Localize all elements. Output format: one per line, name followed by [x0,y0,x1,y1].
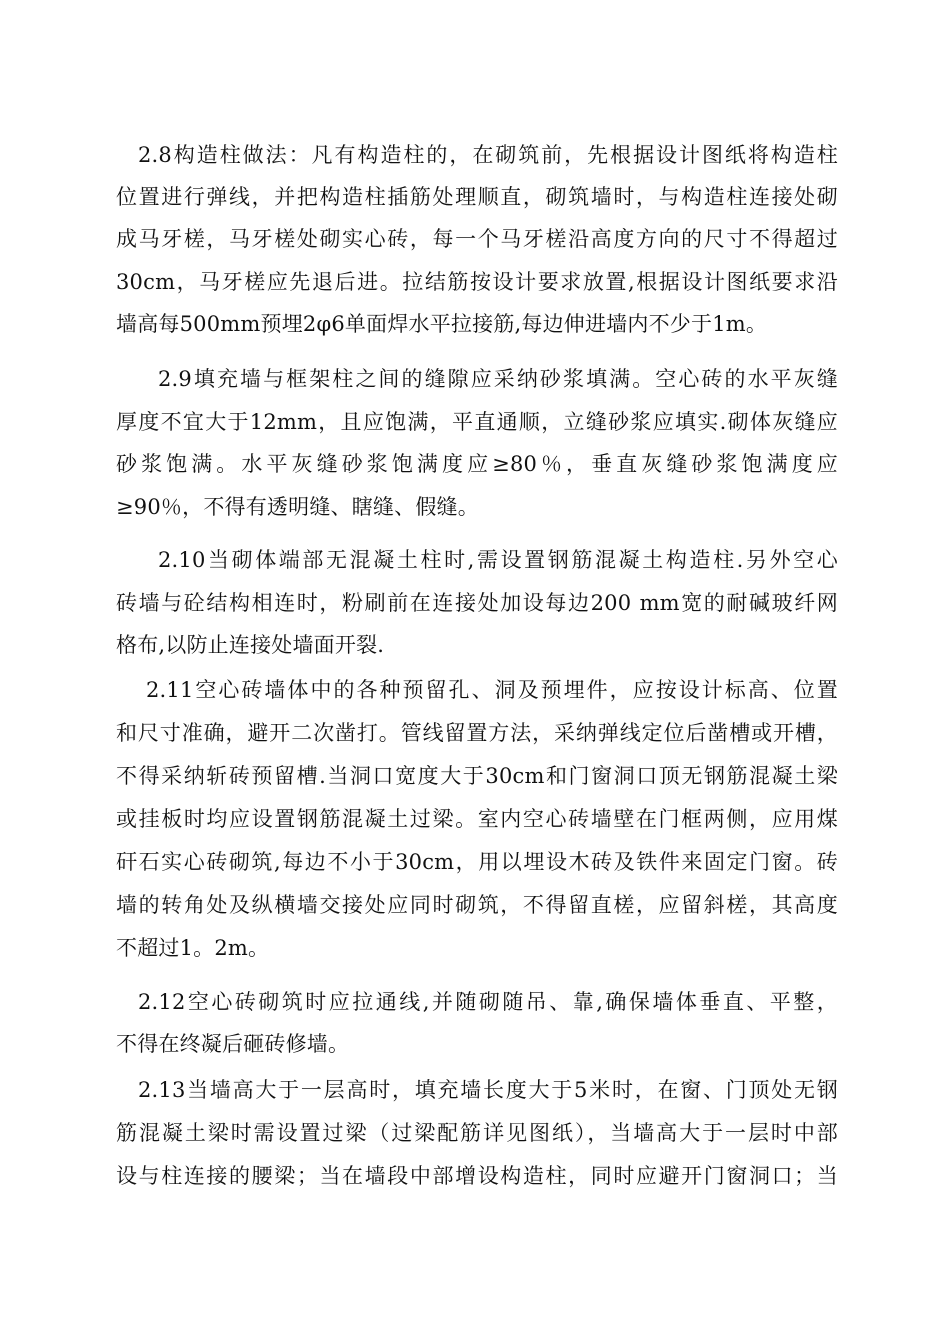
text-line: 筋混凝土梁时需设置过梁（过梁配筋详见图纸），当墙高大于一层时中部 [116,1121,838,1145]
text-line: 2.11空心砖墙体中的各种预留孔、洞及预埋件，应按设计标高、位置 [146,678,838,702]
text-line: 2.12空心砖砌筑时应拉通线,并随砌随吊、靠,确保墙体垂直、平整， [138,990,838,1014]
text-line: 墙高每500mm预埋2φ6单面焊水平拉接筋,每边伸进墙内不少于1m。 [116,312,768,336]
text-line: 砖墙与砼结构相连时，粉刷前在连接处加设每边200 mm宽的耐碱玻纤网 [116,591,838,615]
text-line: 2.9填充墙与框架柱之间的缝隙应采纳砂浆填满。空心砖的水平灰缝 [158,367,838,391]
text-line: 2.10当砌体端部无混凝土柱时,需设置钢筋混凝土构造柱.另外空心 [158,548,838,572]
text-line: 30cm，马牙槎应先退后进。拉结筋按设计要求放置,根据设计图纸要求沿 [116,270,838,294]
text-line: 位置进行弹线，并把构造柱插筋处理顺直，砌筑墙时，与构造柱连接处砌 [116,185,838,209]
text-line: 矸石实心砖砌筑,每边不小于30cm，用以埋设木砖及铁件来固定门窗。砖 [116,850,838,874]
text-line: 不得在终凝后砸砖修墙。 [116,1032,350,1056]
text-line: 2.13当墙高大于一层高时，填充墙长度大于5米时，在窗、门顶处无钢 [138,1078,838,1102]
text-line: 设与柱连接的腰梁；当在墙段中部增设构造柱，同时应避开门窗洞口；当 [116,1164,838,1188]
text-line: 和尺寸准确，避开二次凿打。管线留置方法，采纳弹线定位后凿槽或开槽， [116,721,838,745]
text-line: 不超过1。2m。 [116,936,270,960]
text-line: 不得采纳斩砖预留槽.当洞口宽度大于30cm和门窗洞口顶无钢筋混凝土梁 [116,764,838,788]
text-line: 墙的转角处及纵横墙交接处应同时砌筑，不得留直槎，应留斜槎，其高度 [116,893,838,917]
text-line: 砂浆饱满。水平灰缝砂浆饱满度应≥80％，垂直灰缝砂浆饱满度应 [116,452,838,476]
text-line: 或挂板时均应设置钢筋混凝土过梁。室内空心砖墙壁在门框两侧，应用煤 [116,807,838,831]
text-line: 成马牙槎，马牙槎处砌实心砖，每一个马牙槎沿高度方向的尺寸不得超过 [116,227,838,251]
text-line: 2.8构造柱做法：凡有构造柱的，在砌筑前，先根据设计图纸将构造柱 [138,143,838,167]
text-line: ≥90％，不得有透明缝、瞎缝、假缝。 [116,495,479,519]
text-line: 格布,以防止连接处墙面开裂. [116,633,385,657]
text-line: 厚度不宜大于12mm，且应饱满，平直通顺，立缝砂浆应填实.砌体灰缝应 [116,410,838,434]
